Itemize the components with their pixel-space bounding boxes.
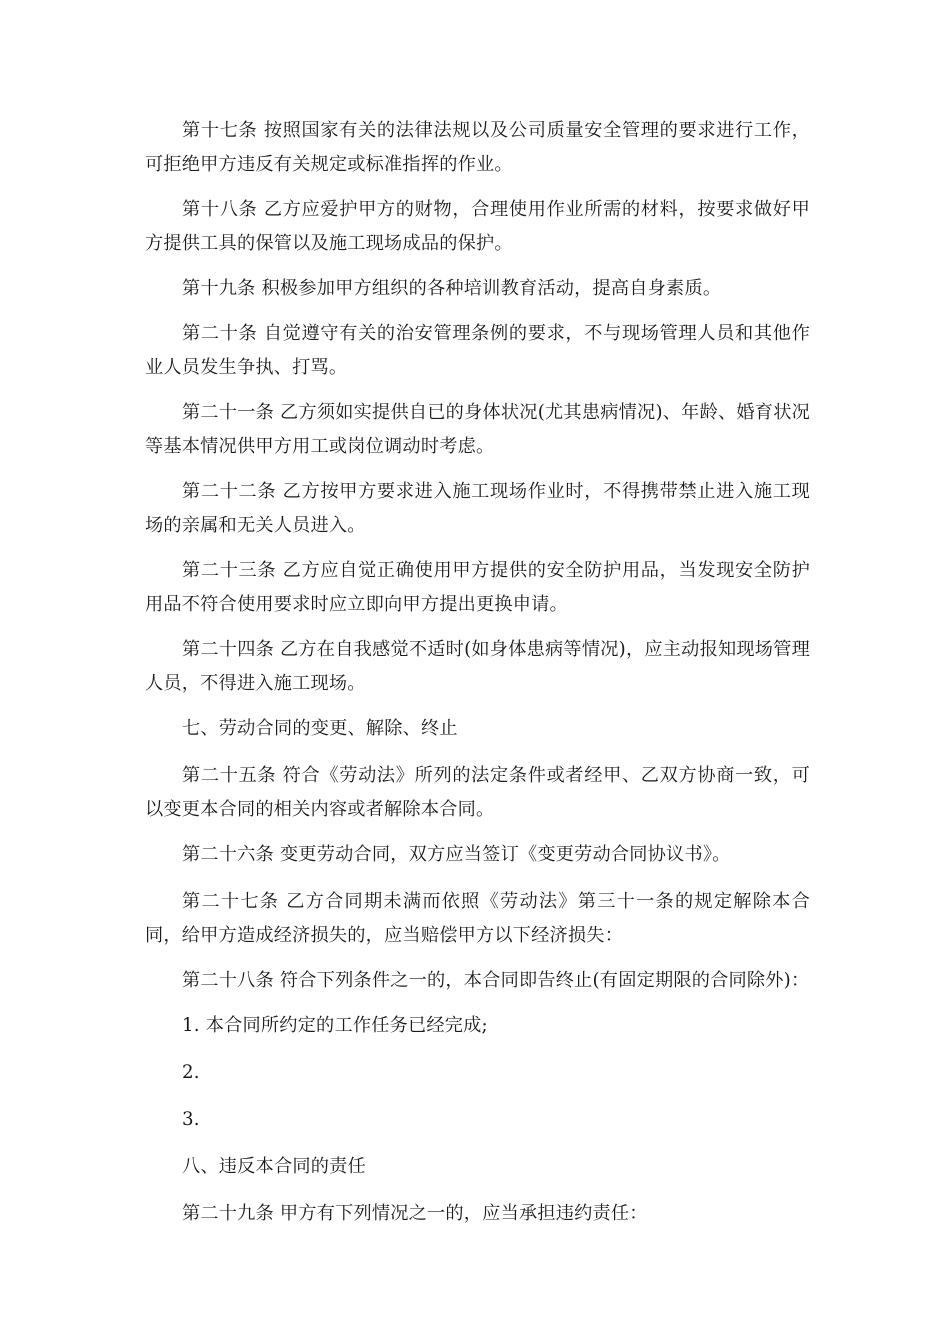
section-heading-8: 八、违反本合同的责任 <box>182 1156 366 1177</box>
list-item-3: 3. <box>182 1109 200 1130</box>
article-24: 第二十四条 乙方在自我感觉不适时(如身体患病等情况)，应主动报知现场管理人员，不得进入施工现场。 <box>145 639 810 694</box>
article-20: 第二十条 自觉遵守有关的治安管理条例的要求，不与现场管理人员和其他作业人员发生争执、打骂。 <box>145 323 810 378</box>
article-25: 第二十五条 符合《劳动法》所列的法定条件或者经甲、乙双方协商一致，可以变更本合同的相关内容或者解除本合同。 <box>145 765 810 820</box>
document-body <box>145 114 810 1242</box>
article-28: 第二十八条 符合下列条件之一的，本合同即告终止(有固定期限的合同除外)： <box>182 970 810 991</box>
article-18: 第十八条 乙方应爱护甲方的财物，合理使用作业所需的材料，按要求做好甲方提供工具的保管以及施工现场成品的保护。 <box>145 199 810 254</box>
article-19: 第十九条 积极参加甲方组织的各种培训教育活动，提高自身素质。 <box>182 278 722 299</box>
article-26: 第二十六条 变更劳动合同，双方应当签订《变更劳动合同协议书》。 <box>182 844 731 865</box>
list-item-2: 2. <box>182 1062 200 1083</box>
article-21: 第二十一条 乙方须如实提供自已的身体状况(尤其患病情况)、年龄、婚育状况等基本情况供甲方用工或岗位调动时考虑。 <box>145 402 810 457</box>
list-item-1: 1. 本合同所约定的工作任务已经完成; <box>182 1015 488 1036</box>
article-23: 第二十三条 乙方应自觉正确使用甲方提供的安全防护用品，当发现安全防护用品不符合使用要求时应立即向甲方提出更换申请。 <box>145 560 810 615</box>
article-22: 第二十二条 乙方按甲方要求进入施工现场作业时，不得携带禁止进入施工现场的亲属和无关人员进入。 <box>145 481 810 536</box>
article-29: 第二十九条 甲方有下列情况之一的，应当承担违约责任： <box>182 1203 648 1224</box>
section-heading-7: 七、劳动合同的变更、解除、终止 <box>182 718 458 739</box>
article-17: 第十七条 按照国家有关的法律法规以及公司质量安全管理的要求进行工作，可拒绝甲方违反有关规定或标准指挥的作业。 <box>145 120 810 175</box>
article-27: 第二十七条 乙方合同期未满而依照《劳动法》第三十一条的规定解除本合同，给甲方造成经济损失的，应当赔偿甲方以下经济损失： <box>145 891 810 946</box>
